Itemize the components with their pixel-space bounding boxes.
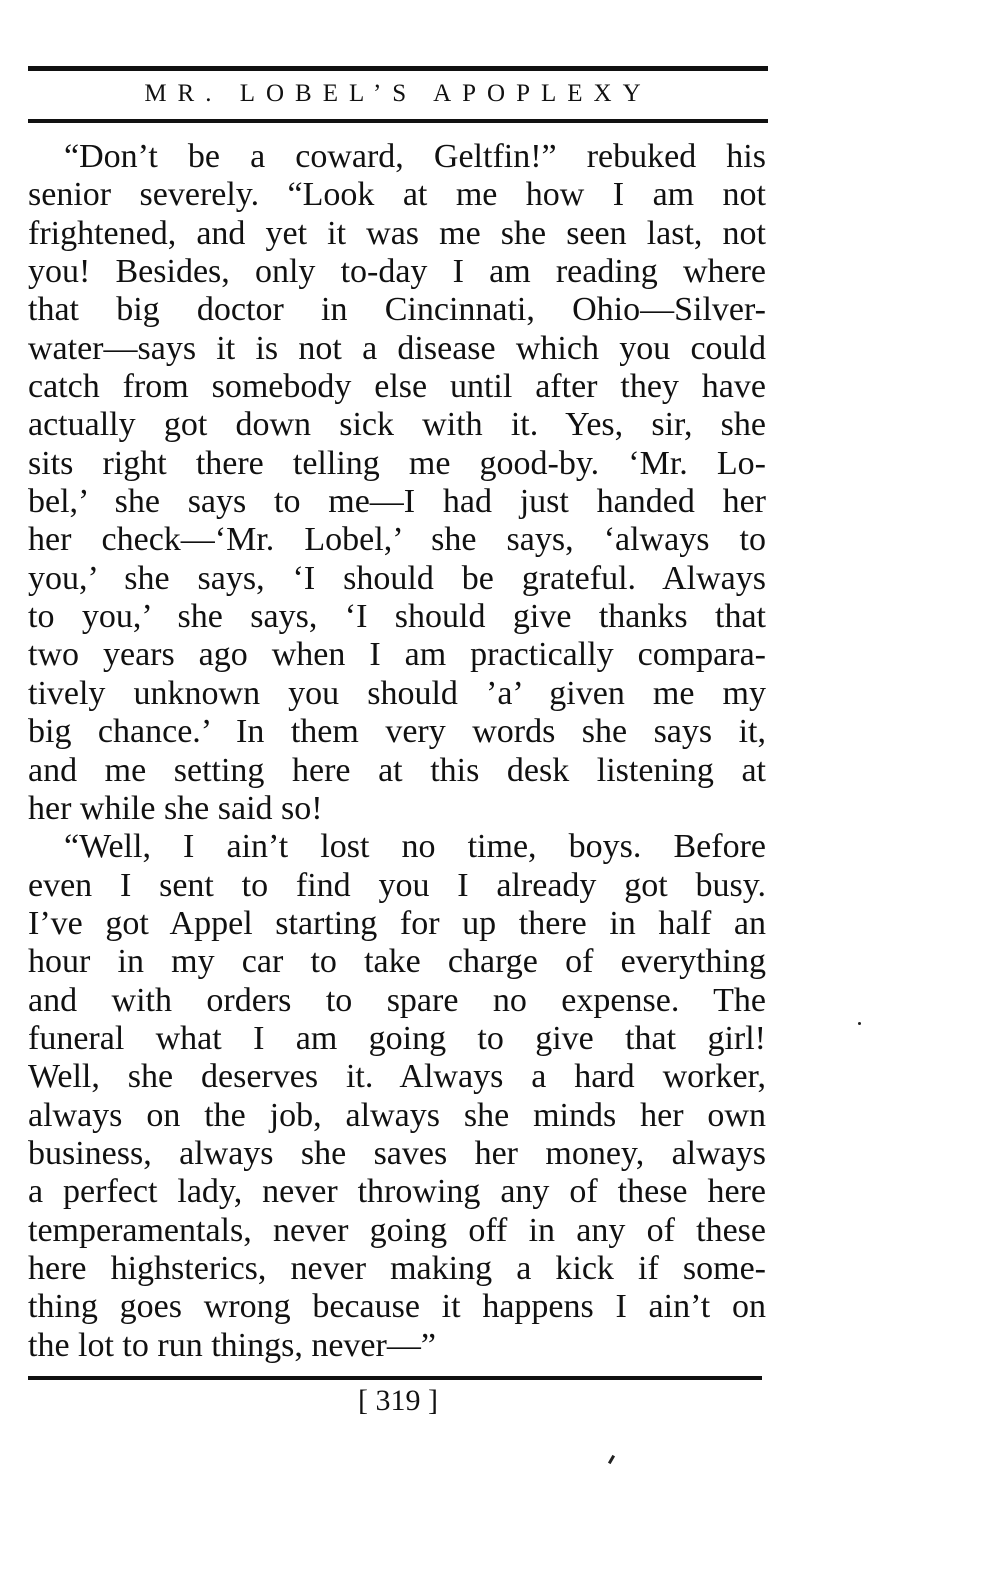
- text-line: hour in my car to take charge of everything: [28, 943, 766, 981]
- text-line: a perfect lady, never throwing any of these here: [28, 1173, 766, 1211]
- text-line: two years ago when I am practically compara-: [28, 636, 766, 674]
- text-line: you,’ she says, ‘I should be grateful. Always: [28, 559, 766, 597]
- text-line: senior severely. “Look at me how I am not: [28, 176, 766, 214]
- text-line: you! Besides, only to-day I am reading where: [28, 253, 766, 291]
- scan-speck: [858, 1022, 861, 1025]
- running-head: MR. LOBEL’S APOPLEXY: [144, 80, 652, 107]
- text-line: her check—‘Mr. Lobel,’ she says, ‘always to: [28, 521, 766, 559]
- text-line: big chance.’ In them very words she says it,: [28, 713, 766, 751]
- page-number: [ 319 ]: [358, 1384, 438, 1417]
- header-rule-top: [28, 66, 768, 71]
- text-line: even I sent to find you I already got busy.: [28, 866, 766, 904]
- text-line: frightened, and yet it was me she seen last, not: [28, 214, 766, 252]
- text-line: the lot to run things, never—”: [28, 1326, 436, 1364]
- header-rule-bottom: [28, 119, 768, 123]
- text-line: business, always she saves her money, always: [28, 1134, 766, 1172]
- text-line: and with orders to spare no expense. The: [28, 981, 766, 1019]
- text-line: actually got down sick with it. Yes, sir, she: [28, 406, 766, 444]
- text-line: thing goes wrong because it happens I ain’t on: [28, 1288, 766, 1326]
- text-line: and me setting here at this desk listening at: [28, 751, 766, 789]
- text-line: here highsterics, never making a kick if some-: [28, 1249, 766, 1287]
- text-line: always on the job, always she minds her own: [28, 1096, 766, 1134]
- text-line: her while she said so!: [28, 789, 323, 827]
- text-line: that big doctor in Cincinnati, Ohio—Silver-: [28, 291, 766, 329]
- text-line: sits right there telling me good-by. ‘Mr. Lo-: [28, 444, 766, 482]
- body-text: [28, 138, 766, 1365]
- text-line: “Well, I ain’t lost no time, boys. Before: [64, 828, 766, 866]
- text-line: I’ve got Appel starting for up there in half an: [28, 904, 766, 942]
- text-line: Well, she deserves it. Always a hard worker,: [28, 1058, 766, 1096]
- text-line: funeral what I am going to give that girl!: [28, 1019, 766, 1057]
- text-line: tively unknown you should ’a’ given me my: [28, 674, 766, 712]
- scan-speck: [608, 1455, 615, 1464]
- text-line: “Don’t be a coward, Geltfin!” rebuked his: [64, 138, 766, 175]
- footer-rule: [28, 1376, 762, 1380]
- text-line: water—says it is not a disease which you could: [28, 329, 766, 367]
- text-line: catch from somebody else until after they have: [28, 368, 766, 406]
- text-line: temperamentals, never going off in any of these: [28, 1211, 766, 1249]
- text-line: bel,’ she says to me—I had just handed her: [28, 483, 766, 521]
- text-line: to you,’ she says, ‘I should give thanks that: [28, 598, 766, 636]
